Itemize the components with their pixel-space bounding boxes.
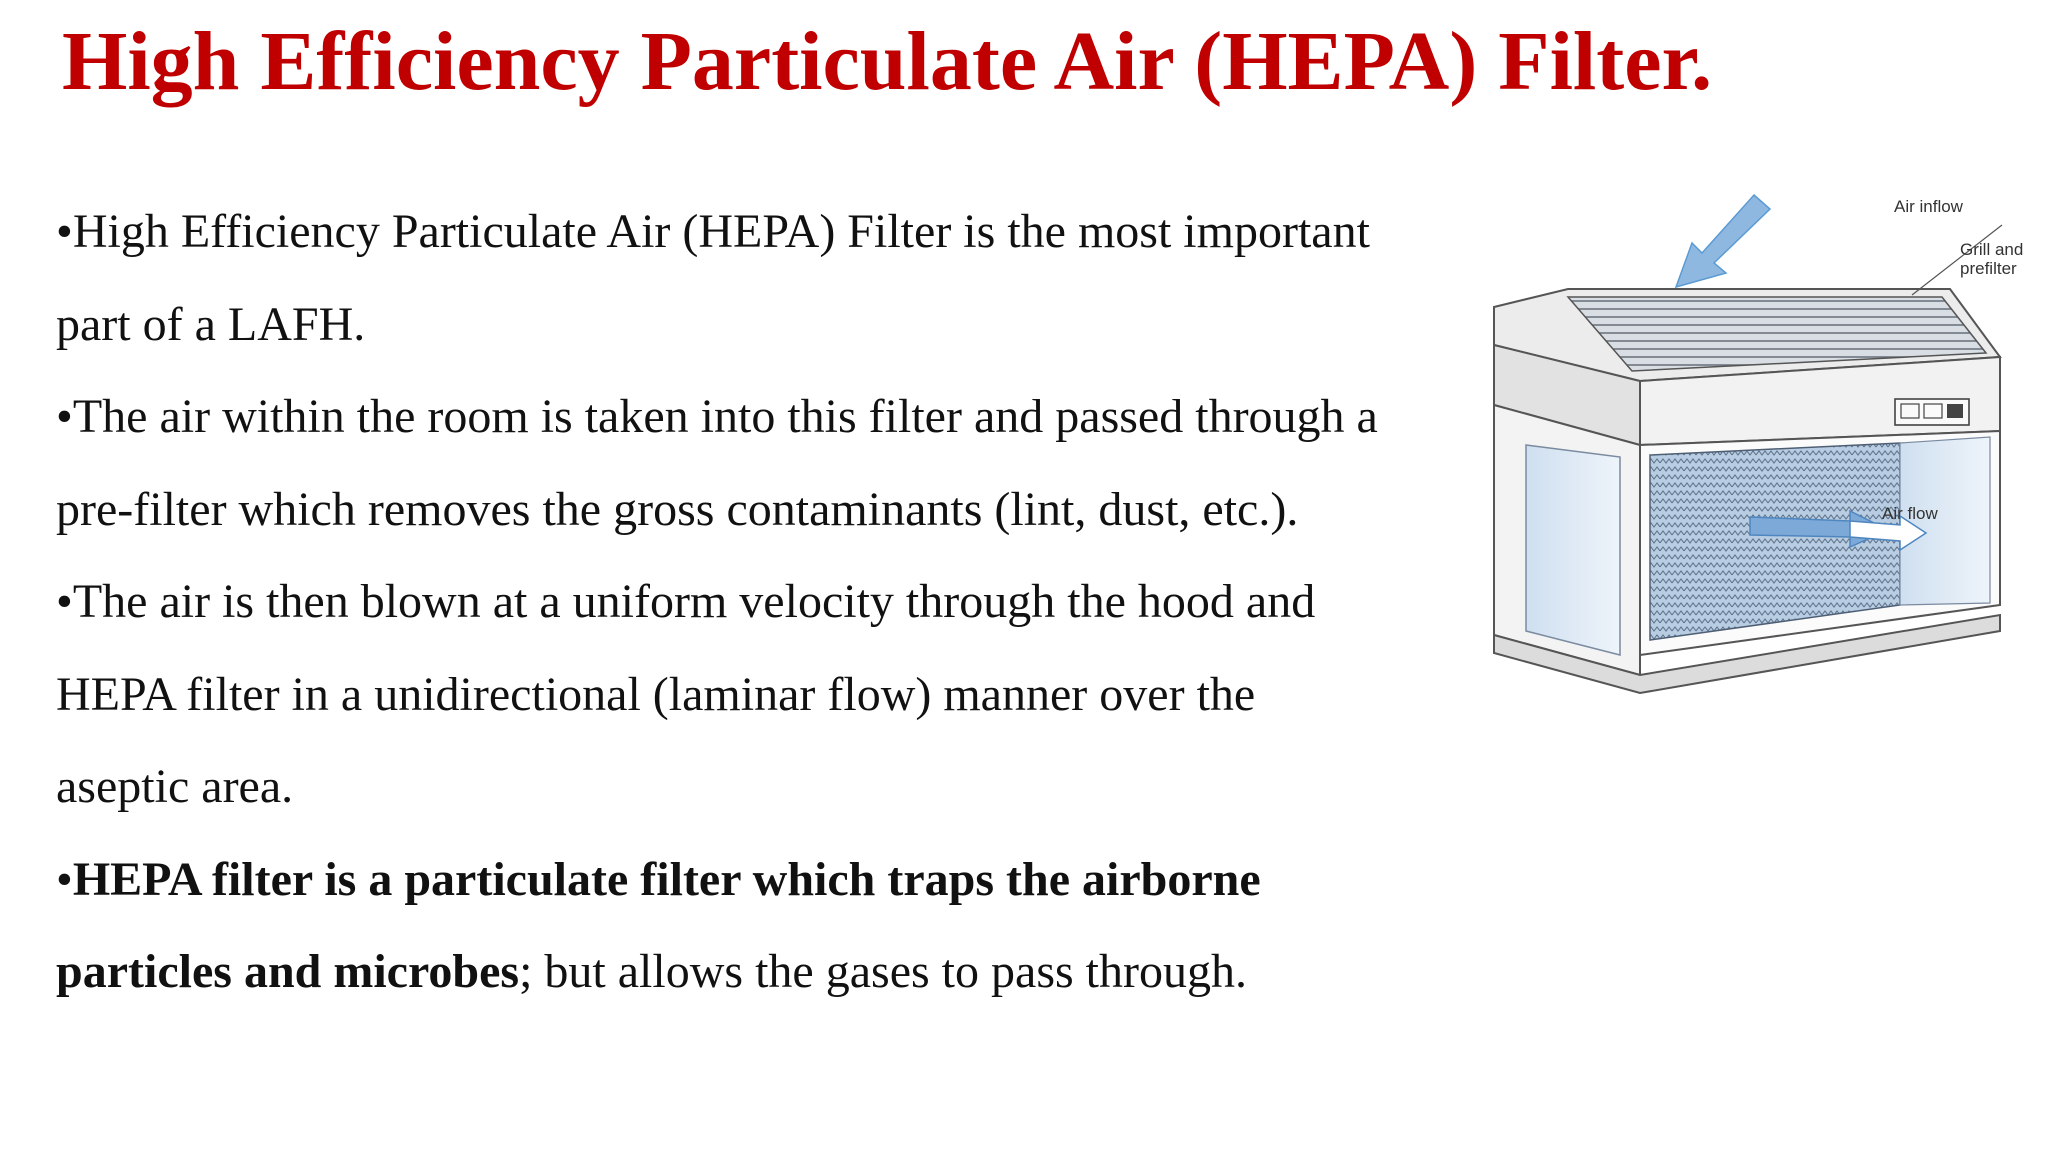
air-inflow-arrow <box>1676 195 1770 287</box>
bullet-item: •The air is then blown at a uniform velocity through the hood and HEPA filter in a unidirectional (laminar flow) manner over the aseptic area. <box>56 575 1316 813</box>
bullet-item: •HEPA filter is a particulate filter which traps the airborne particles and microbes; but allows the gases to pass through. <box>56 852 1261 998</box>
slide-title: High Efficiency Particulate Air (HEPA) Filter. <box>62 15 1713 108</box>
control-panel <box>1895 399 1969 425</box>
laminar-flow-hood-diagram <box>1480 185 2040 705</box>
bullet-bold-text: HEPA filter is a particulate filter which traps the airborne particles and microbes <box>56 852 1261 998</box>
bullet-item: •The air within the room is taken into this filter and passed through a pre-filter which removes the gross contaminants (lint, dust, etc.). <box>56 390 1378 536</box>
grill-label-line2: prefilter <box>1960 259 2017 278</box>
bullet-item: •High Efficiency Particulate Air (HEPA) Filter is the most important part of a LAFH. <box>56 205 1370 351</box>
grill-label-line1: Grill and <box>1960 240 2024 259</box>
air-inflow-label: Air inflow <box>1894 197 1963 216</box>
air-flow-label: Air flow <box>1882 504 1938 523</box>
bullet-list <box>56 186 1396 1019</box>
work-chamber <box>1494 405 2000 693</box>
